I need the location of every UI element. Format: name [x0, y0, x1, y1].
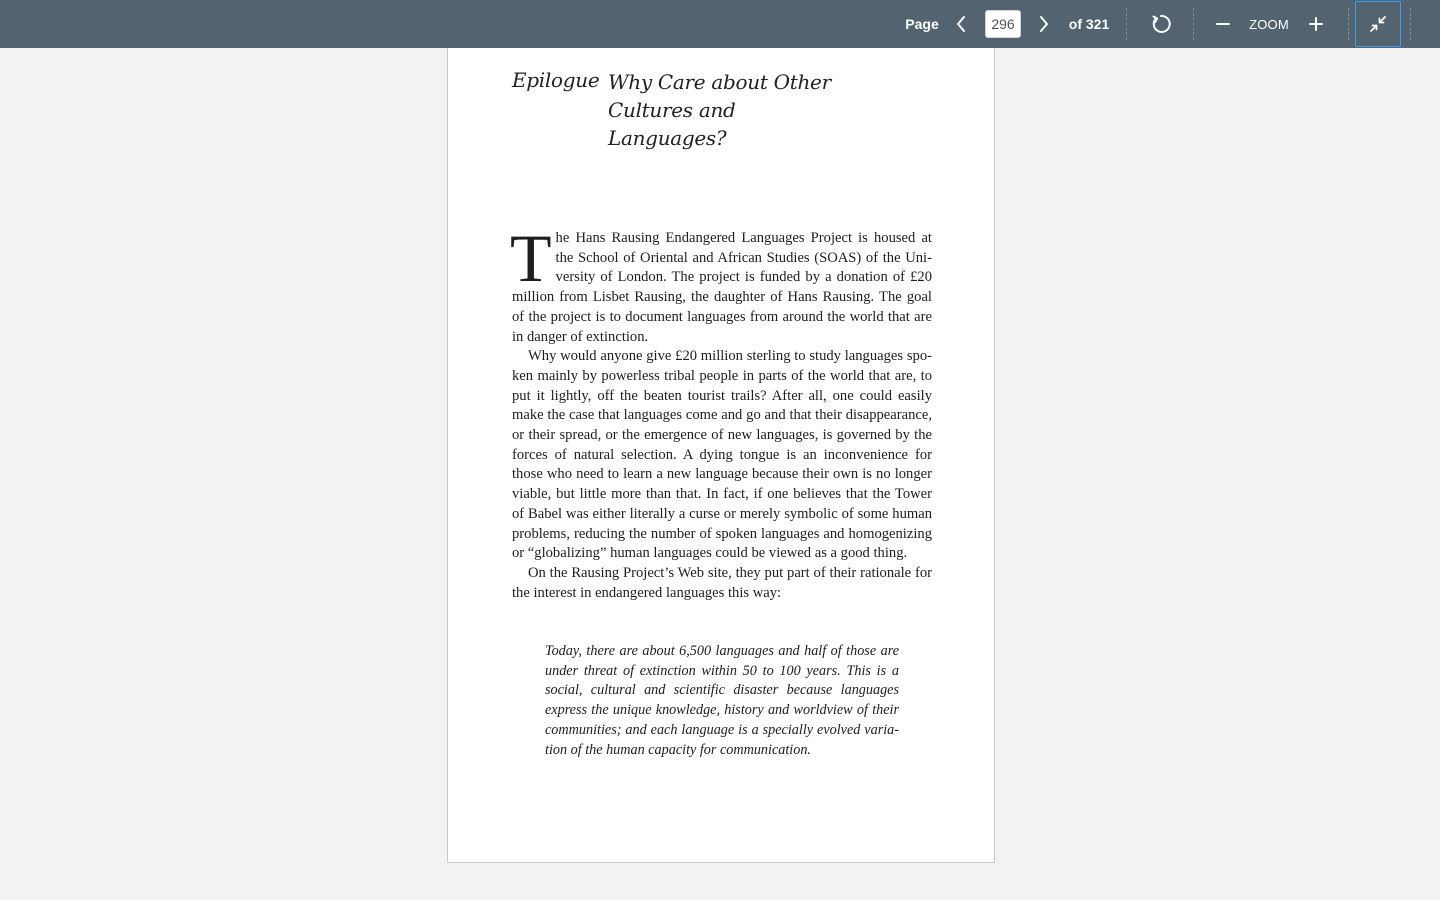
chapter-title-line-1: Why Care about Other: [608, 70, 831, 94]
chevron-left-icon: [955, 15, 967, 33]
previous-page-button[interactable]: [948, 0, 974, 48]
block-quote: Today, there are about 6,500 languages and half of those are under threat of extinction within 50 to 100 years. This is a social, cultural and scientific disaster because languages express the unique knowledge, history and worldview of their communities; and each language is a specially evolved variation of the human capacity for communication.: [545, 643, 899, 758]
paragraph-1: [510, 220, 932, 347]
page-number-input[interactable]: [985, 10, 1021, 38]
page-label-container: [904, 0, 940, 48]
body-text: [510, 220, 932, 603]
zoom-label: ZOOM: [1249, 16, 1289, 32]
drop-cap: T: [510, 220, 552, 296]
page-label: Page: [905, 16, 939, 32]
paragraph-2: Why would anyone give £20 million sterling to study languages spoken mainly by powerless tribal people in parts of the world that are, to put it lightly, off the beaten tourist trails? After all, one could easily make the case that languages come and go and that their disappearance, or their spread, or the emergence of new languages, is governed by the forces of natural selection. A dying tongue is an inconvenience for those who need to learn a new language because their own is no longer viable, but little more than that. In fact, if one believes that the Tower of Babel was either literally a curse or merely symbolic of some human problems, reducing the number of spoken languages and homogenizing or “globalizing” human languages could be viewed as a good thing.: [512, 348, 932, 562]
chapter-title-line-2: Cultures and Languages?: [608, 98, 736, 150]
chapter-label: Epilogue: [512, 68, 600, 92]
chevron-right-icon: [1038, 15, 1050, 33]
plus-icon: [1308, 16, 1324, 32]
document-page: [447, 48, 995, 863]
paragraph-1-text: he Hans Rausing Endangered Languages Project is housed at the School of Oriental and African Studies (SOAS) of the University of London. The project is funded by a donation of £20 million from Lisbet Rausing, the daughter of Hans Rausing. The goal of the project is to document languages from around the world that are in danger of extinction.: [512, 230, 932, 345]
total-pages-label: of 321: [1068, 16, 1110, 32]
chapter-title: [608, 68, 848, 152]
zoom-in-button[interactable]: [1303, 0, 1329, 48]
toolbar-divider: [1126, 8, 1127, 40]
viewer-toolbar: [0, 0, 1440, 48]
toolbar-divider: [1410, 8, 1411, 40]
rotate-icon: [1150, 13, 1172, 35]
toolbar-divider: [1193, 8, 1194, 40]
zoom-out-button[interactable]: [1210, 0, 1236, 48]
exit-fullscreen-icon: [1369, 15, 1387, 33]
rotate-button[interactable]: [1147, 0, 1175, 48]
minus-icon: [1215, 16, 1231, 32]
exit-fullscreen-button[interactable]: [1355, 1, 1401, 47]
next-page-button[interactable]: [1031, 0, 1057, 48]
toolbar-divider: [1348, 8, 1349, 40]
paragraph-3: On the Rausing Project’s Web site, they put part of their rationale for the interest in endangered languages this way:: [512, 564, 932, 601]
total-pages-container: [1066, 0, 1112, 48]
zoom-label-container: [1244, 0, 1294, 48]
